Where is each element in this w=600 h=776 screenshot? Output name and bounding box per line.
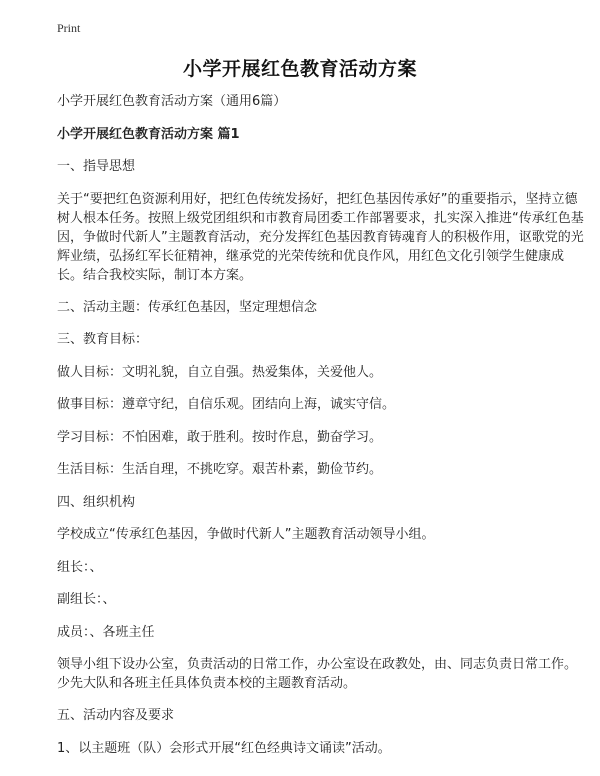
heading-organization: 四、组织机构 (57, 494, 136, 510)
goal-life: 生活目标：生活自理，不挑吃穿。艰苦朴素，勤俭节约。 (57, 462, 383, 477)
paragraph-office: 领导小组下设办公室，负责活动的日常工作，办公室设在政教处，由、同志负责日常工作。少先大队和各班主任具体负责本校的主题教育活动。 (57, 657, 578, 691)
section-heading: 小学开展红色教育活动方案 篇1 (57, 126, 240, 142)
heading-activity-content: 五、活动内容及要求 (57, 708, 175, 723)
print-link[interactable]: Print (57, 21, 81, 35)
goal-work: 做事目标：遵章守纪，自信乐观。团结向上海，诚实守信。 (57, 397, 396, 412)
item-1: 1、以主题班（队）会形式开展“红色经典诗文诵读”活动。 (57, 740, 391, 756)
goal-study: 学习目标：不怕困难，敢于胜利。按时作息，勤奋学习。 (57, 429, 383, 445)
subtitle: 小学开展红色教育活动方案（通用6篇） (57, 94, 287, 109)
paragraph-leading-group: 学校成立“传承红色基因，争做时代新人”主题教育活动领导小组。 (57, 527, 435, 542)
goal-conduct: 做人目标：文明礼貌，自立自强。热爱集体，关爱他人。 (57, 364, 383, 380)
heading-guiding-ideology: 一、指导思想 (57, 159, 136, 174)
line-deputy-leader: 副组长：、 (57, 592, 116, 607)
page-title: 小学开展红色教育活动方案 (182, 58, 417, 80)
document-body (57, 92, 585, 771)
heading-activity-theme: 二、活动主题：传承红色基因，坚定理想信念 (57, 299, 318, 315)
heading-education-goals: 三、教育目标： (57, 332, 149, 347)
line-leader: 组长：、 (57, 559, 103, 575)
line-members: 成员：、各班主任 (57, 624, 155, 640)
paragraph-guiding-ideology: 关于“要把红色资源利用好，把红色传统发扬好，把红色基因传承好”的重要指示，坚持立德树人根本任务。按照上级党团组织和市教育局团委工作部署要求，扎实深入推进“传承红色基因，争做时代新人”主题教育活动，充分发挥红色基因教育铸魂育人的积极作用，讴歌党的光辉业绩，弘扬红军长征精神，继承党的光荣传统和优良作风，用红色文化引领学生健康成长。结合我校实际，制订本方案。 (57, 191, 584, 283)
